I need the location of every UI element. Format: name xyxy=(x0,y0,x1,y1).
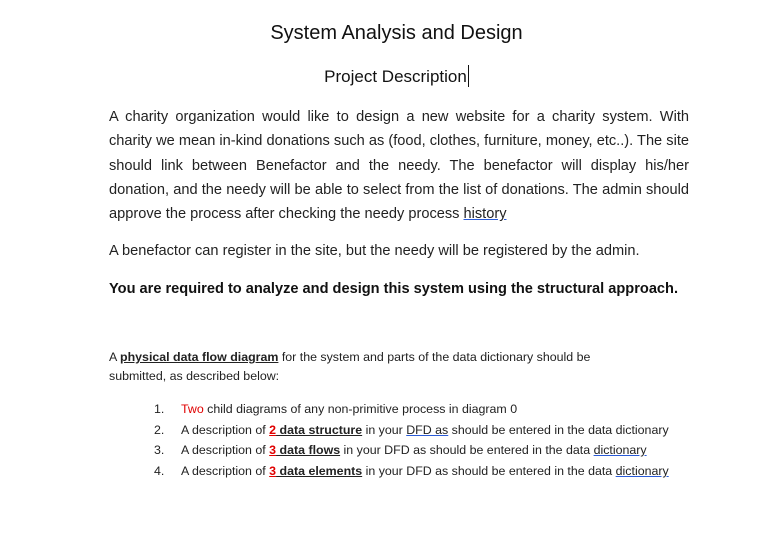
task-bold-term: data flows xyxy=(276,443,341,458)
list-number: 2. xyxy=(154,422,165,437)
task-bold-term: data structure xyxy=(276,422,363,437)
task-text: in your DFD as should be entered in the data xyxy=(362,464,616,479)
document-subtitle[interactable] xyxy=(0,65,763,87)
task-count-red: 3 xyxy=(269,464,277,479)
deliverables-list xyxy=(154,399,694,482)
registration-paragraph: A benefactor can register in the site, but the needy will be registered by the admin. xyxy=(109,243,640,259)
spellcheck-word-dfd: DFD as xyxy=(406,422,449,437)
intro-bold-term: physical data flow diagram xyxy=(120,350,279,364)
spellcheck-word-history: history xyxy=(463,206,507,223)
intro-prefix: A xyxy=(109,350,121,364)
task-text: A description of xyxy=(181,422,270,437)
list-number: 3. xyxy=(154,443,165,458)
intro-suffix: for the system and parts of the data dictionary should be submitted, as described below: xyxy=(109,350,591,383)
text-cursor xyxy=(468,65,469,87)
list-item xyxy=(154,420,694,441)
document-title: System Analysis and Design xyxy=(270,22,523,44)
task-count-red: Two xyxy=(181,402,204,416)
spellcheck-word-dictionary: dictionary xyxy=(615,464,669,479)
task-count-red: 3 xyxy=(269,443,277,458)
task-text: in your DFD as should be entered in the data xyxy=(340,443,594,458)
project-description-paragraph xyxy=(109,105,689,226)
task-text: should be entered in the data dictionary xyxy=(448,422,669,437)
task-text: child diagrams of any non-primitive process in diagram 0 xyxy=(203,402,518,416)
task-count-red: 2 xyxy=(269,422,277,437)
spellcheck-word-dictionary: dictionary xyxy=(593,443,647,458)
task-bold-term: data elements xyxy=(276,464,363,479)
task-text: A description of xyxy=(181,443,270,458)
deliverables-intro xyxy=(109,348,639,386)
paragraph1-text: A charity organization would like to design a new website for a charity system. With charity we mean in-kind donations such as (food, clothes, furniture, money, etc..). The site should link between Benefactor and the needy. The benefactor will display his/her donation, and the needy will be able to select from the list of donations. The admin should approve the process after checking the needy process xyxy=(109,109,689,223)
list-number: 4. xyxy=(154,464,165,479)
task-text: A description of xyxy=(181,464,270,479)
list-item xyxy=(154,399,694,420)
requirement-paragraph: You are required to analyze and design this system using the structural approach. xyxy=(109,281,679,297)
list-item xyxy=(154,440,694,461)
list-item xyxy=(154,461,694,482)
list-number: 1. xyxy=(154,402,165,416)
task-text: in your xyxy=(362,422,407,437)
subtitle-text: Project Description xyxy=(324,67,467,86)
